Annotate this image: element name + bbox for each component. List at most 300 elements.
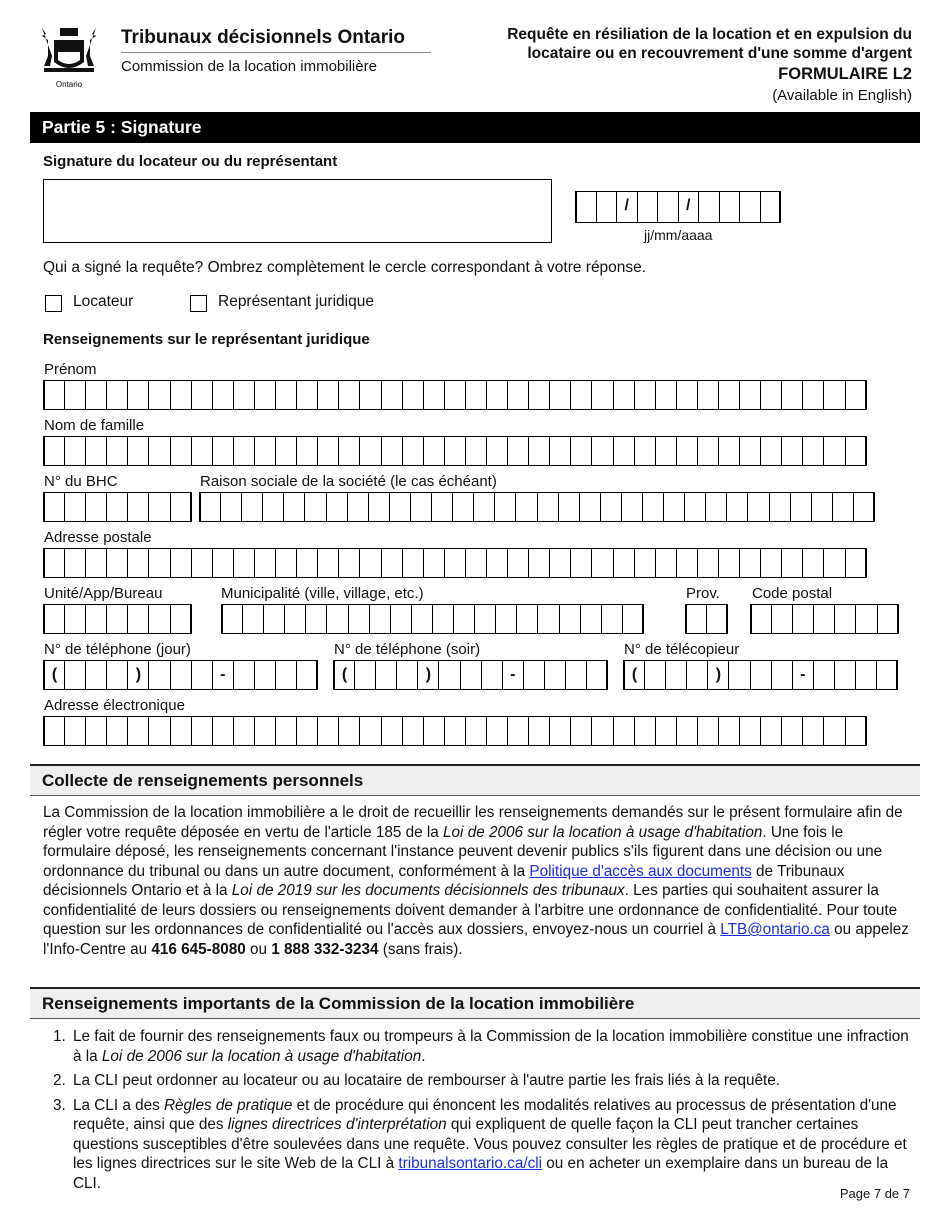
char-box[interactable] (486, 548, 508, 578)
char-box[interactable] (760, 548, 782, 578)
char-box[interactable] (473, 492, 495, 522)
char-box[interactable] (739, 548, 761, 578)
char-box[interactable] (739, 436, 761, 466)
char-box[interactable] (823, 548, 845, 578)
char-box[interactable] (634, 548, 656, 578)
char-box[interactable] (375, 660, 397, 690)
char-box[interactable] (212, 436, 234, 466)
char-box[interactable] (241, 492, 263, 522)
char-box[interactable] (684, 492, 706, 522)
char-box[interactable] (423, 716, 445, 746)
char-box[interactable] (528, 436, 550, 466)
char-box[interactable] (516, 604, 538, 634)
char-box[interactable] (697, 716, 719, 746)
char-box[interactable] (148, 660, 170, 690)
char-box[interactable] (263, 604, 285, 634)
char-box[interactable] (254, 436, 276, 466)
char-box[interactable] (254, 660, 276, 690)
char-box[interactable] (254, 380, 276, 410)
char-box[interactable] (676, 716, 698, 746)
char-box[interactable] (381, 380, 403, 410)
char-box[interactable] (106, 660, 128, 690)
char-box[interactable] (596, 191, 618, 223)
char-box[interactable] (347, 492, 369, 522)
char-box[interactable] (613, 380, 635, 410)
char-box[interactable] (453, 604, 475, 634)
char-box[interactable] (381, 548, 403, 578)
char-box[interactable] (106, 380, 128, 410)
char-box[interactable] (348, 604, 370, 634)
char-box[interactable] (579, 492, 601, 522)
char-box[interactable] (275, 380, 297, 410)
char-box[interactable] (781, 716, 803, 746)
province-field[interactable] (685, 604, 728, 634)
char-box[interactable]: ( (623, 660, 645, 690)
postal-code-field[interactable] (750, 604, 899, 634)
char-box[interactable] (43, 716, 65, 746)
char-box[interactable] (537, 604, 559, 634)
char-box[interactable] (637, 191, 659, 223)
char-box[interactable] (697, 380, 719, 410)
char-box[interactable] (613, 436, 635, 466)
char-box[interactable] (338, 380, 360, 410)
char-box[interactable] (170, 716, 192, 746)
legal-rep-checkbox[interactable] (190, 295, 207, 312)
char-box[interactable] (402, 716, 424, 746)
char-box[interactable] (85, 660, 107, 690)
phone-evening-field[interactable] (333, 660, 608, 690)
char-box[interactable] (43, 604, 65, 634)
char-box[interactable] (750, 660, 772, 690)
char-box[interactable] (64, 436, 86, 466)
municipality-field[interactable] (221, 604, 644, 634)
char-box[interactable] (760, 436, 782, 466)
char-box[interactable] (565, 660, 587, 690)
char-box[interactable]: ( (43, 660, 65, 690)
char-box[interactable] (465, 380, 487, 410)
unit-field[interactable] (43, 604, 192, 634)
char-box[interactable] (559, 604, 581, 634)
char-box[interactable] (423, 548, 445, 578)
phone-day-field[interactable] (43, 660, 318, 690)
char-box[interactable] (634, 436, 656, 466)
char-box[interactable] (127, 492, 149, 522)
char-box[interactable] (338, 548, 360, 578)
char-box[interactable] (233, 380, 255, 410)
char-box[interactable] (771, 660, 793, 690)
char-box[interactable] (317, 716, 339, 746)
char-box[interactable] (64, 492, 86, 522)
char-box[interactable] (354, 660, 376, 690)
char-box[interactable]: - (792, 660, 814, 690)
char-box[interactable] (148, 548, 170, 578)
char-box[interactable] (317, 380, 339, 410)
char-box[interactable] (191, 436, 213, 466)
char-box[interactable] (655, 436, 677, 466)
char-box[interactable] (845, 716, 867, 746)
char-box[interactable] (221, 604, 243, 634)
char-box[interactable] (368, 492, 390, 522)
char-box[interactable] (411, 604, 433, 634)
char-box[interactable] (64, 604, 86, 634)
char-box[interactable] (359, 380, 381, 410)
char-box[interactable] (718, 716, 740, 746)
char-box[interactable] (570, 548, 592, 578)
char-box[interactable] (558, 492, 580, 522)
char-box[interactable] (811, 492, 833, 522)
char-box[interactable] (760, 716, 782, 746)
char-box[interactable] (296, 716, 318, 746)
char-box[interactable] (771, 604, 793, 634)
char-box[interactable] (591, 716, 613, 746)
char-box[interactable] (199, 492, 221, 522)
char-box[interactable] (43, 492, 65, 522)
char-box[interactable] (823, 436, 845, 466)
char-box[interactable] (64, 548, 86, 578)
char-box[interactable] (676, 436, 698, 466)
char-box[interactable] (326, 604, 348, 634)
char-box[interactable] (676, 380, 698, 410)
last-name-field[interactable] (43, 436, 867, 466)
char-box[interactable] (834, 604, 856, 634)
char-box[interactable] (486, 436, 508, 466)
char-box[interactable] (600, 492, 622, 522)
char-box[interactable] (170, 380, 192, 410)
char-box[interactable] (813, 660, 835, 690)
char-box[interactable] (359, 548, 381, 578)
char-box[interactable] (621, 492, 643, 522)
char-box[interactable] (369, 604, 391, 634)
char-box[interactable] (170, 660, 192, 690)
char-box[interactable] (64, 380, 86, 410)
char-box[interactable] (127, 548, 149, 578)
char-box[interactable] (613, 548, 635, 578)
char-box[interactable] (481, 660, 503, 690)
char-box[interactable] (444, 548, 466, 578)
char-box[interactable] (528, 380, 550, 410)
char-box[interactable] (739, 191, 761, 223)
char-box[interactable] (402, 380, 424, 410)
char-box[interactable] (106, 548, 128, 578)
char-box[interactable] (106, 492, 128, 522)
char-box[interactable] (834, 660, 856, 690)
char-box[interactable] (106, 716, 128, 746)
char-box[interactable] (460, 660, 482, 690)
fax-field[interactable] (623, 660, 898, 690)
char-box[interactable] (698, 191, 720, 223)
char-box[interactable] (586, 660, 608, 690)
first-name-field[interactable] (43, 380, 867, 410)
tribunals-ontario-link[interactable]: tribunalsontario.ca/cli (398, 1155, 543, 1172)
company-field[interactable] (199, 492, 875, 522)
char-box[interactable] (127, 380, 149, 410)
char-box[interactable] (242, 604, 264, 634)
char-box[interactable] (718, 436, 740, 466)
char-box[interactable] (802, 380, 824, 410)
char-box[interactable] (845, 548, 867, 578)
char-box[interactable] (845, 380, 867, 410)
char-box[interactable] (528, 716, 550, 746)
char-box[interactable] (85, 380, 107, 410)
char-box[interactable] (148, 604, 170, 634)
char-box[interactable] (802, 548, 824, 578)
landlord-checkbox[interactable] (45, 295, 62, 312)
char-box[interactable] (389, 492, 411, 522)
char-box[interactable] (877, 604, 899, 634)
char-box[interactable] (706, 604, 728, 634)
char-box[interactable] (148, 380, 170, 410)
char-box[interactable] (739, 380, 761, 410)
char-box[interactable] (570, 380, 592, 410)
char-box[interactable] (591, 436, 613, 466)
char-box[interactable] (359, 716, 381, 746)
char-box[interactable] (591, 380, 613, 410)
char-box[interactable] (452, 492, 474, 522)
char-box[interactable] (148, 436, 170, 466)
char-box[interactable] (85, 492, 107, 522)
char-box[interactable] (275, 548, 297, 578)
char-box[interactable] (655, 380, 677, 410)
char-box[interactable] (359, 436, 381, 466)
char-box[interactable] (170, 436, 192, 466)
char-box[interactable] (813, 604, 835, 634)
address-field[interactable] (43, 548, 867, 578)
char-box[interactable] (760, 380, 782, 410)
char-box[interactable] (304, 492, 326, 522)
char-box[interactable] (170, 604, 192, 634)
char-box[interactable] (570, 716, 592, 746)
char-box[interactable] (622, 604, 644, 634)
char-box[interactable] (705, 492, 727, 522)
char-box[interactable] (423, 436, 445, 466)
char-box[interactable] (823, 716, 845, 746)
char-box[interactable] (853, 492, 875, 522)
char-box[interactable] (106, 436, 128, 466)
char-box[interactable] (444, 436, 466, 466)
char-box[interactable] (212, 380, 234, 410)
char-box[interactable] (802, 716, 824, 746)
char-box[interactable] (657, 191, 679, 223)
char-box[interactable] (507, 716, 529, 746)
char-box[interactable] (85, 604, 107, 634)
char-box[interactable] (262, 492, 284, 522)
char-box[interactable] (381, 436, 403, 466)
char-box[interactable] (402, 436, 424, 466)
char-box[interactable] (43, 548, 65, 578)
char-box[interactable] (296, 660, 318, 690)
char-box[interactable] (233, 548, 255, 578)
char-box[interactable] (537, 492, 559, 522)
char-box[interactable] (444, 380, 466, 410)
char-box[interactable] (127, 604, 149, 634)
char-box[interactable] (254, 716, 276, 746)
char-box[interactable] (106, 604, 128, 634)
char-box[interactable] (305, 604, 327, 634)
char-box[interactable] (494, 492, 516, 522)
char-box[interactable] (591, 548, 613, 578)
char-box[interactable] (233, 436, 255, 466)
char-box[interactable] (685, 604, 707, 634)
char-box[interactable] (845, 436, 867, 466)
char-box[interactable] (663, 492, 685, 522)
char-box[interactable] (148, 716, 170, 746)
ltb-email-link[interactable]: LTB@ontario.ca (720, 921, 830, 938)
char-box[interactable] (410, 492, 432, 522)
char-box[interactable] (686, 660, 708, 690)
char-box[interactable] (444, 716, 466, 746)
char-box[interactable]: / (678, 191, 700, 223)
char-box[interactable] (781, 548, 803, 578)
char-box[interactable]: ) (127, 660, 149, 690)
char-box[interactable] (43, 380, 65, 410)
char-box[interactable] (528, 548, 550, 578)
char-box[interactable] (148, 492, 170, 522)
char-box[interactable] (170, 548, 192, 578)
signature-date-field[interactable] (575, 191, 781, 223)
char-box[interactable] (792, 604, 814, 634)
char-box[interactable] (726, 492, 748, 522)
char-box[interactable] (507, 436, 529, 466)
char-box[interactable] (486, 380, 508, 410)
char-box[interactable] (275, 436, 297, 466)
char-box[interactable] (634, 380, 656, 410)
char-box[interactable] (544, 660, 566, 690)
char-box[interactable] (296, 380, 318, 410)
char-box[interactable] (254, 548, 276, 578)
char-box[interactable]: ) (707, 660, 729, 690)
signature-field[interactable] (43, 179, 552, 243)
char-box[interactable] (642, 492, 664, 522)
char-box[interactable] (432, 604, 454, 634)
char-box[interactable] (644, 660, 666, 690)
char-box[interactable] (283, 492, 305, 522)
char-box[interactable] (549, 380, 571, 410)
char-box[interactable] (781, 380, 803, 410)
char-box[interactable] (823, 380, 845, 410)
char-box[interactable]: ) (417, 660, 439, 690)
char-box[interactable] (338, 436, 360, 466)
char-box[interactable] (634, 716, 656, 746)
char-box[interactable] (718, 548, 740, 578)
char-box[interactable] (580, 604, 602, 634)
char-box[interactable] (275, 716, 297, 746)
char-box[interactable] (220, 492, 242, 522)
char-box[interactable] (85, 548, 107, 578)
char-box[interactable] (212, 548, 234, 578)
char-box[interactable] (549, 716, 571, 746)
char-box[interactable] (655, 548, 677, 578)
char-box[interactable] (127, 716, 149, 746)
char-box[interactable] (495, 604, 517, 634)
char-box[interactable] (402, 548, 424, 578)
char-box[interactable] (728, 660, 750, 690)
char-box[interactable] (423, 380, 445, 410)
lsuc-field[interactable] (43, 492, 192, 522)
char-box[interactable] (431, 492, 453, 522)
char-box[interactable] (390, 604, 412, 634)
char-box[interactable] (326, 492, 348, 522)
char-box[interactable]: ( (333, 660, 355, 690)
char-box[interactable] (296, 436, 318, 466)
char-box[interactable] (523, 660, 545, 690)
char-box[interactable] (575, 191, 597, 223)
char-box[interactable] (613, 716, 635, 746)
char-box[interactable] (465, 548, 487, 578)
char-box[interactable] (697, 548, 719, 578)
char-box[interactable] (665, 660, 687, 690)
char-box[interactable] (64, 660, 86, 690)
char-box[interactable] (317, 548, 339, 578)
char-box[interactable] (191, 716, 213, 746)
char-box[interactable] (438, 660, 460, 690)
char-box[interactable] (85, 436, 107, 466)
char-box[interactable] (790, 492, 812, 522)
char-box[interactable] (570, 436, 592, 466)
char-box[interactable] (739, 716, 761, 746)
char-box[interactable] (465, 716, 487, 746)
char-box[interactable] (769, 492, 791, 522)
char-box[interactable] (832, 492, 854, 522)
char-box[interactable] (474, 604, 496, 634)
char-box[interactable] (191, 380, 213, 410)
char-box[interactable] (802, 436, 824, 466)
char-box[interactable] (191, 548, 213, 578)
char-box[interactable] (655, 716, 677, 746)
char-box[interactable] (718, 380, 740, 410)
char-box[interactable] (760, 191, 782, 223)
char-box[interactable] (317, 436, 339, 466)
char-box[interactable] (275, 660, 297, 690)
char-box[interactable]: - (502, 660, 524, 690)
char-box[interactable] (507, 548, 529, 578)
char-box[interactable] (876, 660, 898, 690)
char-box[interactable] (676, 548, 698, 578)
char-box[interactable]: - (212, 660, 234, 690)
char-box[interactable] (781, 436, 803, 466)
char-box[interactable] (750, 604, 772, 634)
char-box[interactable] (212, 716, 234, 746)
char-box[interactable] (747, 492, 769, 522)
char-box[interactable] (507, 380, 529, 410)
email-field[interactable] (43, 716, 867, 746)
char-box[interactable] (43, 436, 65, 466)
char-box[interactable] (465, 436, 487, 466)
char-box[interactable] (64, 716, 86, 746)
char-box[interactable] (338, 716, 360, 746)
char-box[interactable] (233, 716, 255, 746)
char-box[interactable] (233, 660, 255, 690)
char-box[interactable] (855, 604, 877, 634)
char-box[interactable]: / (616, 191, 638, 223)
char-box[interactable] (549, 436, 571, 466)
char-box[interactable] (549, 548, 571, 578)
char-box[interactable] (719, 191, 741, 223)
char-box[interactable] (381, 716, 403, 746)
char-box[interactable] (601, 604, 623, 634)
char-box[interactable] (486, 716, 508, 746)
char-box[interactable] (697, 436, 719, 466)
access-policy-link[interactable]: Politique d'accès aux documents (529, 862, 752, 880)
char-box[interactable] (515, 492, 537, 522)
char-box[interactable] (855, 660, 877, 690)
char-box[interactable] (127, 436, 149, 466)
char-box[interactable] (284, 604, 306, 634)
char-box[interactable] (296, 548, 318, 578)
char-box[interactable] (191, 660, 213, 690)
char-box[interactable] (396, 660, 418, 690)
char-box[interactable] (85, 716, 107, 746)
char-box[interactable] (170, 492, 192, 522)
